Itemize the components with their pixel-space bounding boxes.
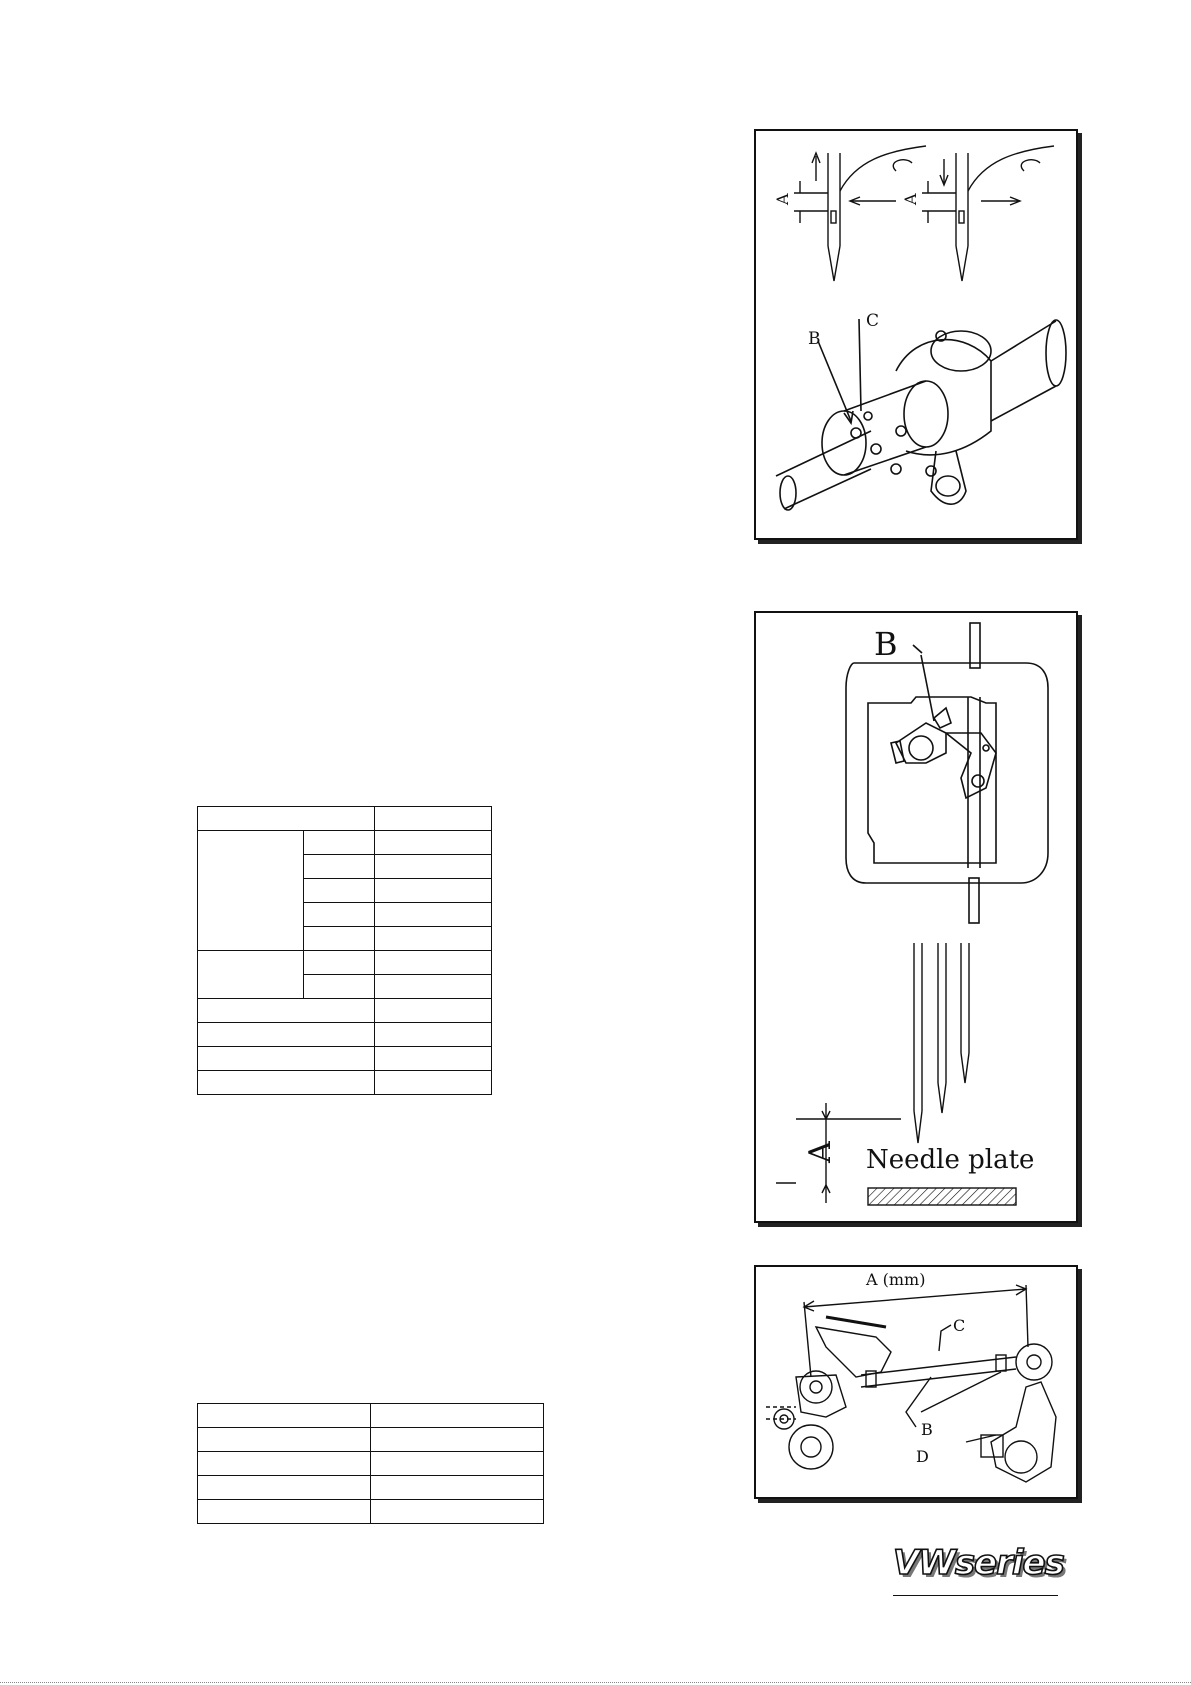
table-cell xyxy=(375,927,492,951)
table-cell xyxy=(375,975,492,999)
table-cell xyxy=(375,903,492,927)
label-b: B xyxy=(921,1420,933,1439)
figure-needle-bar-height xyxy=(754,611,1078,1223)
table-row xyxy=(198,1071,492,1095)
table-cell xyxy=(375,807,492,831)
logo-text: VWseries xyxy=(893,1543,1064,1583)
table-row xyxy=(198,1500,544,1524)
table-cell xyxy=(375,1023,492,1047)
label-a-mm: A (mm) xyxy=(866,1270,926,1289)
table-cell xyxy=(371,1428,544,1452)
table-cell xyxy=(375,831,492,855)
table-cell xyxy=(371,1404,544,1428)
table-cell xyxy=(375,879,492,903)
table-cell xyxy=(371,1500,544,1524)
table-cell xyxy=(303,927,375,951)
table-cell xyxy=(303,831,375,855)
table-cell xyxy=(198,1428,371,1452)
figure-looper-linkage xyxy=(754,1265,1078,1499)
table-row xyxy=(198,807,492,831)
page-bottom-rule xyxy=(0,1682,1191,1683)
table-cell xyxy=(198,951,304,999)
table-cell xyxy=(198,1047,375,1071)
table-cell xyxy=(303,855,375,879)
table-cell xyxy=(375,951,492,975)
label-d: D xyxy=(916,1447,929,1466)
label-a-left: A xyxy=(773,193,792,205)
label-a-right: A xyxy=(901,193,920,205)
table-row xyxy=(198,831,492,855)
figure-needle-hook-timing xyxy=(754,129,1078,540)
label-c: C xyxy=(953,1316,966,1335)
table-cell xyxy=(198,1023,375,1047)
table-row xyxy=(198,1047,492,1071)
label-b: B xyxy=(874,625,898,663)
table-cell xyxy=(198,1500,371,1524)
table-row xyxy=(198,1428,544,1452)
table-row xyxy=(198,1023,492,1047)
table-cell xyxy=(375,999,492,1023)
table-cell xyxy=(198,1071,375,1095)
table-cell xyxy=(303,951,375,975)
table-cell xyxy=(371,1452,544,1476)
table-cell xyxy=(198,999,375,1023)
needle-bar-illustration xyxy=(756,613,1076,1221)
table-cell xyxy=(375,1071,492,1095)
label-b: B xyxy=(808,329,821,349)
table-cell xyxy=(198,807,375,831)
needle-plate-label: Needle plate xyxy=(866,1145,1035,1175)
table-row xyxy=(198,999,492,1023)
table-cell xyxy=(303,879,375,903)
table-cell xyxy=(198,1404,371,1428)
needle-hook-illustration xyxy=(756,131,1076,538)
table-cell xyxy=(198,1452,371,1476)
table-cell xyxy=(198,1476,371,1500)
table-needle-bar-settings xyxy=(197,806,492,1095)
table-cell xyxy=(375,855,492,879)
table-row xyxy=(198,1452,544,1476)
table-row xyxy=(198,1476,544,1500)
table-looper-rod-length xyxy=(197,1403,544,1524)
table-cell xyxy=(303,903,375,927)
table-cell xyxy=(198,831,304,951)
table-cell xyxy=(375,1047,492,1071)
table-row xyxy=(198,951,492,975)
label-a: A xyxy=(803,1141,838,1163)
table-row xyxy=(198,1404,544,1428)
vwseries-logo xyxy=(893,1543,1064,1603)
table-cell xyxy=(371,1476,544,1500)
logo-underline xyxy=(893,1595,1058,1596)
table-cell xyxy=(303,975,375,999)
linkage-illustration xyxy=(756,1267,1076,1497)
label-c: C xyxy=(866,311,880,331)
